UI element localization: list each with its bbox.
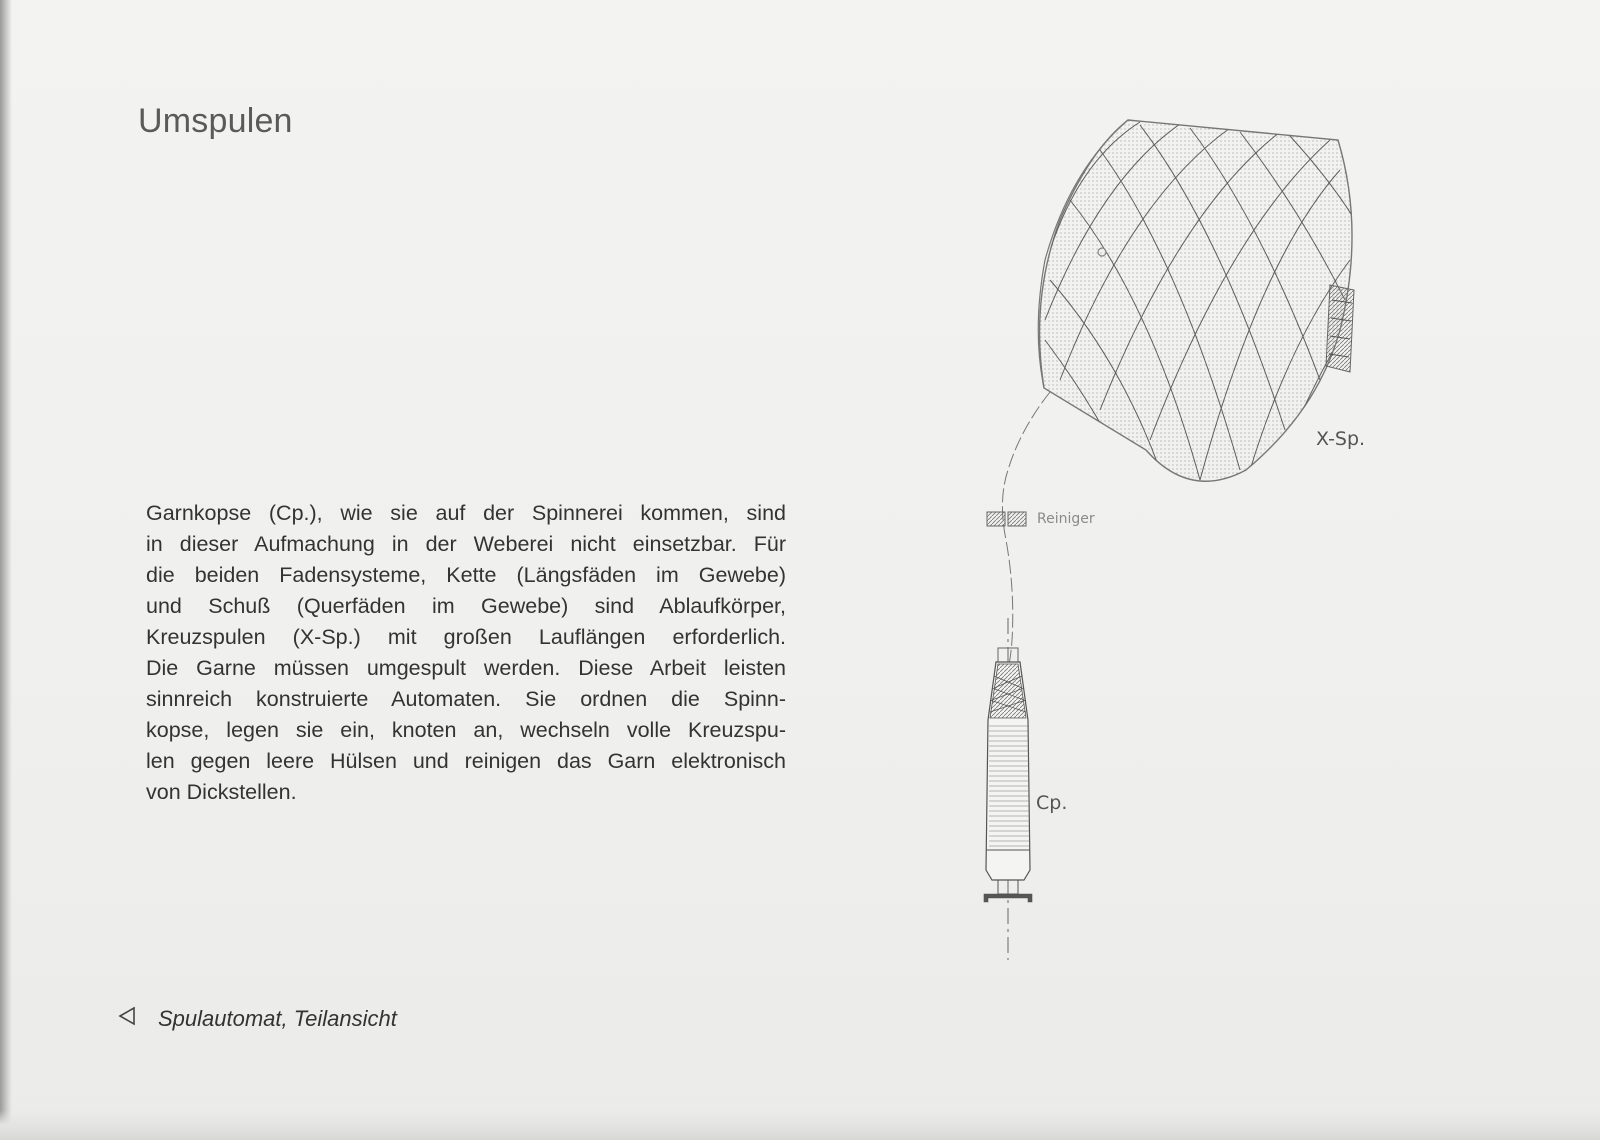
paragraph-line: kopse, legen sie ein, knoten an, wechseln volle Kreuzspu- (146, 718, 786, 742)
yarn-cop-drawing (984, 648, 1032, 902)
paragraph-line: Die Garne müssen umgespult werden. Diese Arbeit leisten (146, 656, 786, 680)
paragraph-line: Kreuzspulen (X-Sp.) mit großen Lauflängen erforderlich. (146, 625, 786, 649)
label-cross-bobbin: X-Sp. (1316, 428, 1366, 450)
cleaner-drawing (987, 512, 1026, 526)
figure-caption (118, 1006, 397, 1032)
paragraph-line: von Dickstellen. (146, 780, 297, 804)
paragraph-line: in dieser Aufmachung in der Weberei nicht einsetzbar. Für (146, 532, 786, 556)
cross-bobbin-drawing (1038, 120, 1355, 481)
paragraph-line: sinnreich konstruierte Automaten. Sie ordnen die Spinn- (146, 687, 786, 711)
body-paragraph (146, 498, 786, 808)
page-bottom-shadow (0, 1110, 1600, 1140)
paragraph-line: Garnkopse (Cp.), wie sie auf der Spinnerei kommen, sind (146, 501, 786, 525)
paragraph-line: und Schuß (Querfäden im Gewebe) sind Ablaufkörper, (146, 594, 786, 618)
triangle-left-icon (118, 1006, 136, 1032)
yarn-thread (1002, 392, 1050, 690)
page-binding-shadow (0, 0, 12, 1140)
paragraph-line: len gegen leere Hülsen und reinigen das Garn elektronisch (146, 749, 786, 773)
page-title: Umspulen (138, 102, 293, 140)
caption-text: Spulautomat, Teilansicht (158, 1006, 397, 1031)
paragraph-line: die beiden Fadensysteme, Kette (Längsfäden im Gewebe) (146, 563, 786, 587)
label-cop: Cp. (1036, 792, 1068, 814)
label-cleaner: Reiniger (1037, 511, 1095, 527)
winding-illustration (940, 100, 1420, 980)
